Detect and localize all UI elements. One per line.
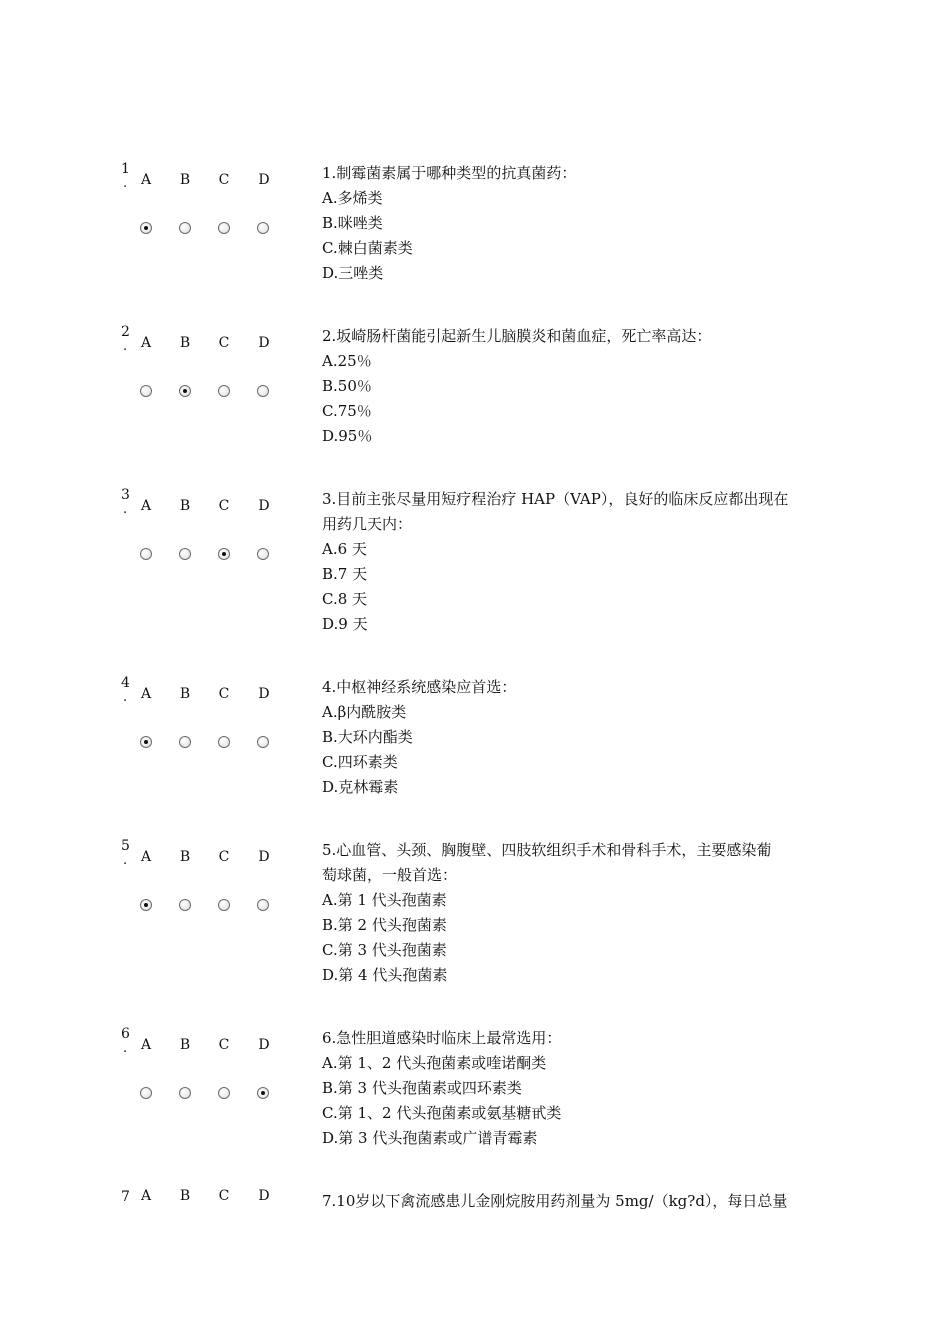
option-letter-b: B xyxy=(179,335,191,351)
answer-option-d: D.95％ xyxy=(322,427,373,445)
answer-option-c: C.棘白菌素类 xyxy=(322,239,413,257)
option-letter-d: D xyxy=(258,172,270,188)
answer-option-b: B.7 天 xyxy=(322,565,368,583)
radio-button-icon[interactable] xyxy=(140,548,152,560)
question-text-block xyxy=(322,675,830,800)
question-number-text: 5 xyxy=(121,838,130,854)
option-letter-c: C xyxy=(218,335,230,351)
question-text-block xyxy=(322,324,830,449)
answer-option-b: B.咪唑类 xyxy=(322,214,383,232)
answer-option-c: C.第 3 代头孢菌素 xyxy=(322,941,447,959)
answer-option-b: B.大环内酯类 xyxy=(322,728,413,746)
option-letter-d: D xyxy=(258,498,270,514)
question-number xyxy=(121,1024,130,1056)
option-letter-b: B xyxy=(179,849,191,865)
option-letter-b: B xyxy=(179,498,191,514)
radio-button-selected-icon[interactable] xyxy=(257,1087,269,1099)
radio-button-icon[interactable] xyxy=(179,1087,191,1099)
question-text-block xyxy=(322,1026,830,1151)
option-letter-b: B xyxy=(179,686,191,702)
question-number-text: 7 xyxy=(121,1189,130,1205)
answer-option-d: D.第 3 代头孢菌素或广谱青霉素 xyxy=(322,1129,538,1147)
question-stem-line: 4.中枢神经系统感染应首选： xyxy=(322,678,517,696)
option-letter-c: C xyxy=(218,1188,230,1204)
option-letter-b: B xyxy=(179,1188,191,1204)
question-number xyxy=(121,485,130,517)
answer-option-d: D.第 4 代头孢菌素 xyxy=(322,966,448,984)
option-letter-d: D xyxy=(258,849,270,865)
question-number-dot: . xyxy=(123,853,128,868)
radio-button-icon[interactable] xyxy=(218,1087,230,1099)
question-text-block xyxy=(322,487,830,637)
option-letter-a: A xyxy=(140,849,152,865)
question-number-dot: . xyxy=(123,1041,128,1056)
radio-button-icon[interactable] xyxy=(140,385,152,397)
question-number xyxy=(121,836,130,868)
option-letter-c: C xyxy=(218,849,230,865)
question-number-text: 4 xyxy=(121,675,130,691)
question-text-block xyxy=(322,1189,830,1214)
radio-button-selected-icon[interactable] xyxy=(140,222,152,234)
answer-option-c: C.75％ xyxy=(322,402,372,420)
option-letter-d: D xyxy=(258,335,270,351)
question-text-block xyxy=(322,161,830,286)
radio-button-icon[interactable] xyxy=(179,548,191,560)
option-letter-a: A xyxy=(140,1037,152,1053)
question-stem-line: 1.制霉菌素属于哪种类型的抗真菌药： xyxy=(322,164,577,182)
answer-option-b: B.第 2 代头孢菌素 xyxy=(322,916,447,934)
option-letter-c: C xyxy=(218,686,230,702)
radio-button-icon[interactable] xyxy=(257,222,269,234)
answer-option-a: A.25％ xyxy=(322,352,372,370)
answer-option-a: A.第 1、2 代头孢菌素或喹诺酮类 xyxy=(322,1054,547,1072)
answer-option-c: C.四环素类 xyxy=(322,753,398,771)
radio-button-selected-icon[interactable] xyxy=(179,385,191,397)
question-number xyxy=(121,1187,130,1207)
question-number xyxy=(121,322,130,354)
question-stem-line: 萄球菌，一般首选： xyxy=(322,866,458,884)
option-letter-c: C xyxy=(218,1037,230,1053)
radio-button-icon[interactable] xyxy=(257,548,269,560)
question-stem-line: 5.心血管、头颈、胸腹壁、四肢软组织手术和骨科手术，主要感染葡 xyxy=(322,841,772,859)
option-letter-c: C xyxy=(218,172,230,188)
radio-button-icon[interactable] xyxy=(218,736,230,748)
question-number-dot: . xyxy=(123,176,128,191)
option-letter-a: A xyxy=(140,498,152,514)
option-letter-c: C xyxy=(218,498,230,514)
answer-option-d: D.9 天 xyxy=(322,615,368,633)
radio-button-icon[interactable] xyxy=(218,899,230,911)
answer-option-d: D.克林霉素 xyxy=(322,778,399,796)
question-stem-line: 2.坂崎肠杆菌能引起新生儿脑膜炎和菌血症，死亡率高达： xyxy=(322,327,712,345)
answer-option-b: B.第 3 代头孢菌素或四环素类 xyxy=(322,1079,522,1097)
radio-button-icon[interactable] xyxy=(257,736,269,748)
question-stem-line: 6.急性胆道感染时临床上最常选用： xyxy=(322,1029,562,1047)
radio-button-icon[interactable] xyxy=(218,222,230,234)
question-number-dot: . xyxy=(123,502,128,517)
answer-option-a: A.β内酰胺类 xyxy=(322,703,407,721)
option-letter-a: A xyxy=(140,172,152,188)
question-number-dot: . xyxy=(123,690,128,705)
radio-button-selected-icon[interactable] xyxy=(218,548,230,560)
answer-option-b: B.50％ xyxy=(322,377,372,395)
answer-option-d: D.三唑类 xyxy=(322,264,384,282)
question-number xyxy=(121,673,130,705)
option-letter-d: D xyxy=(258,1037,270,1053)
option-letter-d: D xyxy=(258,686,270,702)
question-stem-line: 用药几天内： xyxy=(322,515,413,533)
radio-button-icon[interactable] xyxy=(218,385,230,397)
option-letter-a: A xyxy=(140,686,152,702)
radio-button-selected-icon[interactable] xyxy=(140,899,152,911)
option-letter-b: B xyxy=(179,172,191,188)
question-number-text: 1 xyxy=(121,161,130,177)
radio-button-icon[interactable] xyxy=(257,385,269,397)
radio-button-icon[interactable] xyxy=(257,899,269,911)
radio-button-icon[interactable] xyxy=(179,736,191,748)
question-stem-line: 7.10岁以下禽流感患儿金刚烷胺用药剂量为 5mg/（kg?d），每日总量 xyxy=(322,1192,788,1210)
answer-option-c: C.第 1、2 代头孢菌素或氨基糖甙类 xyxy=(322,1104,562,1122)
question-stem-line: 3.目前主张尽量用短疗程治疗 HAP（VAP），良好的临床反应都出现在 xyxy=(322,490,789,508)
answer-option-c: C.8 天 xyxy=(322,590,368,608)
question-number-dot: . xyxy=(123,339,128,354)
radio-button-icon[interactable] xyxy=(179,222,191,234)
question-text-block xyxy=(322,838,830,988)
option-letter-d: D xyxy=(258,1188,270,1204)
option-letter-a: A xyxy=(140,335,152,351)
question-number-text: 3 xyxy=(121,487,130,503)
radio-button-icon[interactable] xyxy=(179,899,191,911)
option-letter-b: B xyxy=(179,1037,191,1053)
radio-button-selected-icon[interactable] xyxy=(140,736,152,748)
question-number-text: 6 xyxy=(121,1026,130,1042)
question-number xyxy=(121,159,130,191)
radio-button-icon[interactable] xyxy=(140,1087,152,1099)
answer-option-a: A.6 天 xyxy=(322,540,367,558)
option-letter-a: A xyxy=(140,1188,152,1204)
answer-option-a: A.多烯类 xyxy=(322,189,383,207)
answer-option-a: A.第 1 代头孢菌素 xyxy=(322,891,447,909)
question-number-text: 2 xyxy=(121,324,130,340)
